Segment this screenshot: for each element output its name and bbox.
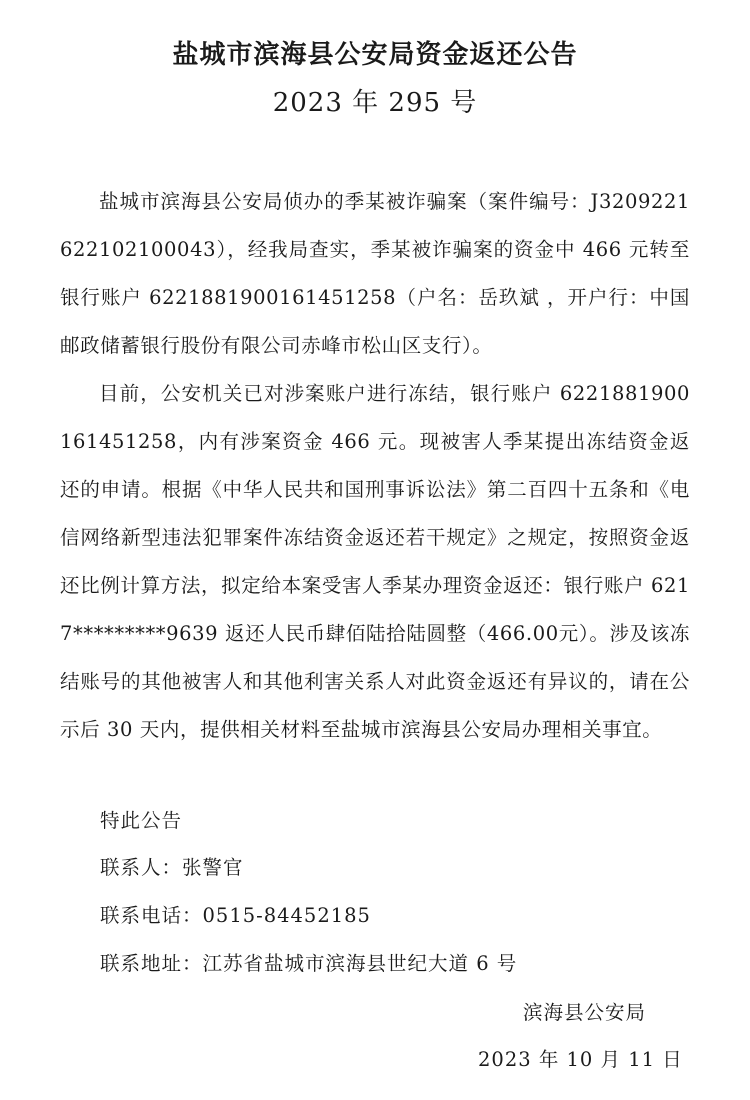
contact-phone: 联系电话：0515-84452185 bbox=[100, 904, 371, 927]
body-paragraph-2: 目前，公安机关已对涉案账户进行冻结，银行账户 6221881900161451258，内有涉案资金 466 元。现被害人季某提出冻结资金返还的申请。根据《中华人民共和国刑事诉讼法》第二百四十五条和《电信网络新型违法犯罪案件冻结资金返还若干规定》之规定，按照资金返还比例计算方法，拟定给本案受害人季某办理资金返还：银行账户 6217*********9639 返还人民币肆佰陆拾陆圆整（466.00元）。涉及该冻结账号的其他被害人和其他利害关系人对此资金返还有异议的，请在公示后 30 天内，提供相关材料至盐城市滨海县公安局办理相关事宜。 bbox=[60, 382, 690, 741]
issue-date: 2023 年 10 月 11 日 bbox=[478, 1048, 683, 1071]
notice-title: 盐城市滨海县公安局资金返还公告 bbox=[172, 40, 578, 70]
contact-address: 联系地址：江苏省盐城市滨海县世纪大道 6 号 bbox=[100, 952, 518, 975]
issuer-signature: 滨海县公安局 bbox=[523, 1001, 647, 1024]
contact-person: 联系人：张警官 bbox=[100, 856, 244, 879]
notice-number: 2023 年 295 号 bbox=[272, 88, 478, 118]
notice-body bbox=[60, 178, 690, 754]
closing-line: 特此公告 bbox=[100, 809, 183, 832]
body-paragraph-1: 盐城市滨海县公安局侦办的季某被诈骗案（案件编号：J3209221622102100043），经我局查实，季某被诈骗案的资金中 466 元转至银行账户 6221881900161451258（户名：岳玖斌 ，开户行：中国邮政储蓄银行股份有限公司赤峰市松山区支行）。 bbox=[60, 190, 690, 357]
